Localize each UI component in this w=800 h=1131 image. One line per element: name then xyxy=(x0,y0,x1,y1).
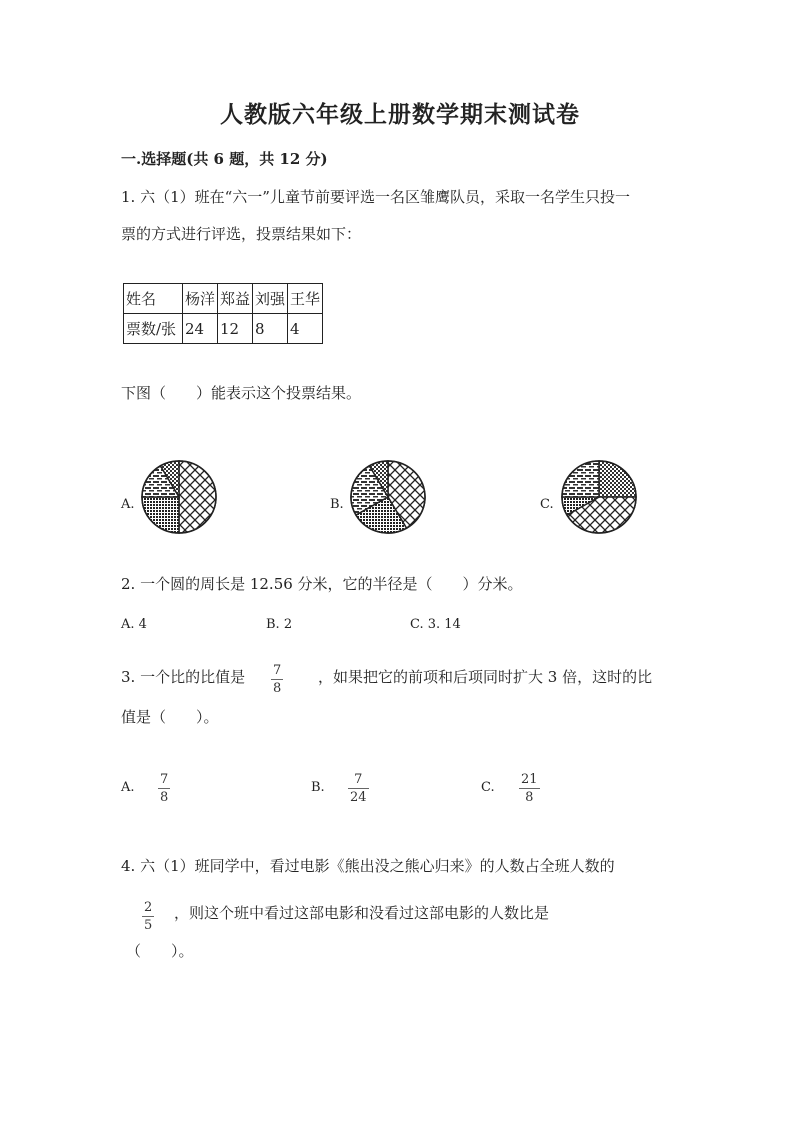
pie-chart-c[interactable] xyxy=(562,461,636,533)
table-cell: 4 xyxy=(288,314,323,344)
fraction-denominator: 8 xyxy=(160,790,169,805)
vote-table-data-row xyxy=(124,314,323,344)
pie-slice xyxy=(142,466,179,497)
page-title: 人教版六年级上册数学期末测试卷 xyxy=(220,101,580,128)
pie-slice xyxy=(356,497,407,533)
table-cell: 12 xyxy=(218,314,253,344)
table-cell: 24 xyxy=(183,314,218,344)
pie-slice xyxy=(161,461,180,497)
q4-line3: （ ）。 xyxy=(126,942,194,960)
pie-slice xyxy=(388,461,425,528)
pie-slice xyxy=(599,461,636,497)
q3-option-b-label[interactable]: B. xyxy=(311,780,325,795)
pie-slice xyxy=(567,497,636,533)
q4-ratio-fraction xyxy=(142,901,154,932)
fraction-numerator: 7 xyxy=(273,663,282,678)
q1-line1: 1. 六（1）班在“六一”儿童节前要评选一名区雏鹰队员，采取一名学生只投一 xyxy=(121,188,630,206)
pie-slice xyxy=(370,461,389,497)
q1-option-c-label: C. xyxy=(540,497,554,512)
pie-outline xyxy=(562,461,636,533)
q1-option-b-label: B. xyxy=(330,497,344,512)
fraction-denominator: 24 xyxy=(350,790,367,805)
pie-slice xyxy=(142,497,179,533)
fraction-denominator: 8 xyxy=(525,790,534,805)
q3-option-a-fraction[interactable] xyxy=(158,773,170,804)
q3-prefix: 3. 一个比的比值是 xyxy=(121,668,246,686)
table-cell: 郑益 xyxy=(218,284,253,314)
pie-outline xyxy=(351,461,425,533)
pie-outline xyxy=(142,461,216,533)
fraction-numerator: 21 xyxy=(521,772,538,787)
q1-prompt: 下图（ ）能表示这个投票结果。 xyxy=(121,384,362,402)
q3-ratio-fraction xyxy=(271,664,283,695)
q2-option-c[interactable]: C. 3. 14 xyxy=(410,617,461,632)
q2-option-b[interactable]: B. 2 xyxy=(266,617,293,632)
table-cell: 王华 xyxy=(288,284,323,314)
q3-option-c-label[interactable]: C. xyxy=(481,780,495,795)
table-cell: 杨洋 xyxy=(183,284,218,314)
fraction-numerator: 7 xyxy=(354,772,363,787)
pie-chart-a[interactable] xyxy=(142,461,216,533)
pie-slice xyxy=(351,466,388,515)
pie-slice xyxy=(562,461,599,497)
q3-option-c-fraction[interactable] xyxy=(519,773,540,804)
q2-option-a[interactable]: A. 4 xyxy=(121,617,147,632)
vote-table xyxy=(123,283,323,344)
q3-option-b-fraction[interactable] xyxy=(348,773,369,804)
pie-slice xyxy=(562,497,599,515)
table-cell: 票数/张 xyxy=(124,314,183,344)
table-cell: 刘强 xyxy=(253,284,288,314)
q4-line2: ，则这个班中看过这部电影和没看过这部电影的人数比是 xyxy=(174,904,550,922)
pie-chart-b[interactable] xyxy=(351,461,425,533)
table-cell: 8 xyxy=(253,314,288,344)
q3-suffix: ，如果把它的前项和后项同时扩大 3 倍，这时的比 xyxy=(318,668,653,686)
fraction-numerator: 7 xyxy=(160,772,169,787)
fraction-denominator: 8 xyxy=(273,681,282,696)
q3-line2: 值是（ ）。 xyxy=(121,708,219,726)
q4-line1: 4. 六（1）班同学中，看过电影《熊出没之熊心归来》的人数占全班人数的 xyxy=(121,857,615,875)
q3-option-a-label[interactable]: A. xyxy=(121,780,135,795)
table-cell: 姓名 xyxy=(124,284,183,314)
fraction-numerator: 2 xyxy=(144,900,153,915)
vote-table-header-row xyxy=(124,284,323,314)
q2-text: 2. 一个圆的周长是 12.56 分米，它的半径是（ ）分米。 xyxy=(121,575,523,593)
pie-slice xyxy=(179,461,216,533)
fraction-denominator: 5 xyxy=(144,918,153,933)
q1-option-a-label: A. xyxy=(121,497,135,512)
q1-line2: 票的方式进行评选，投票结果如下： xyxy=(121,225,362,243)
section-heading: 一.选择题(共 6 题，共 12 分) xyxy=(121,150,328,168)
